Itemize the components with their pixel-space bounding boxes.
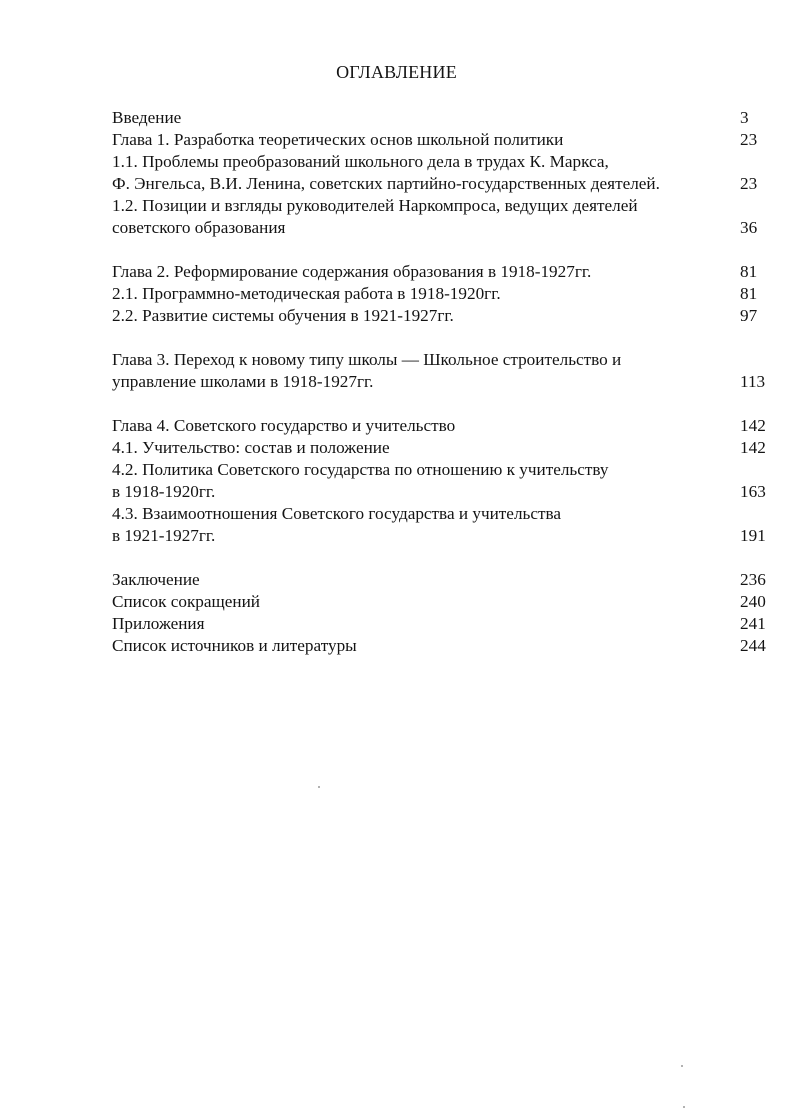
toc-entry [112, 569, 768, 591]
toc-entry-title: 2.1. Программно-методическая работа в 1918-1920гг. [112, 284, 501, 303]
toc-entry [112, 305, 768, 327]
toc-entry [112, 503, 768, 547]
toc-entry-title: 4.1. Учительство: состав и положение [112, 438, 390, 457]
toc-entry [112, 437, 768, 459]
toc-entry-page: 97 [740, 306, 758, 325]
page-title: ОГЛАВЛЕНИЕ [336, 62, 457, 82]
scan-speck [318, 786, 320, 788]
scan-speck [683, 1106, 685, 1108]
toc-entry [112, 151, 768, 195]
toc-entry [112, 613, 768, 635]
toc-entry-page: 142 [740, 438, 766, 457]
toc-entry [112, 591, 768, 613]
toc-group-chapter-1 [112, 107, 768, 239]
toc-group-chapter-2 [112, 261, 768, 327]
toc-entry [112, 129, 768, 151]
toc-entry-page: 240 [740, 592, 766, 611]
toc-entry [112, 107, 768, 129]
scan-speck [681, 1065, 683, 1067]
toc-entry-page: 81 [740, 284, 758, 303]
table-of-contents [112, 107, 768, 679]
toc-group-back-matter [112, 569, 768, 657]
toc-entry-page: 241 [740, 614, 766, 633]
toc-entry [112, 261, 768, 283]
toc-entry [112, 415, 768, 437]
toc-group-chapter-3 [112, 349, 768, 393]
toc-entry [112, 349, 768, 393]
toc-group-chapter-4 [112, 415, 768, 547]
toc-entry [112, 283, 768, 305]
toc-entry-page: 191 [740, 526, 766, 545]
toc-entry [112, 195, 768, 239]
toc-entry-page: 236 [740, 570, 766, 589]
toc-entry-page: 3 [740, 108, 749, 127]
toc-entry-page: 163 [740, 482, 766, 501]
toc-entry [112, 459, 768, 503]
toc-entry-title: 4.3. Взаимоотношения Советского государства и учительства в 1921-1927гг. [112, 504, 562, 545]
toc-entry-title: 1.2. Позиции и взгляды руководителей Наркомпроса, ведущих деятелей советского образования [112, 196, 638, 237]
toc-entry-title: 1.1. Проблемы преобразований школьного дела в трудах К. Маркса, Ф. Энгельса, В.И. Ленина, советских партийно-государственных деятелей. [112, 152, 660, 193]
toc-entry-title: Глава 3. Переход к новому типу школы — Школьное строительство и управление школами в 1918-1927гг. [112, 350, 622, 391]
toc-entry [112, 635, 768, 657]
toc-entry-page: 113 [740, 372, 766, 391]
toc-entry-title: Глава 2. Реформирование содержания образования в 1918-1927гг. [112, 262, 592, 281]
toc-entry-title: 2.2. Развитие системы обучения в 1921-1927гг. [112, 306, 454, 325]
toc-entry-title: Глава 1. Разработка теоретических основ школьной политики [112, 130, 564, 149]
toc-entry-title: Список источников и литературы [112, 636, 357, 655]
toc-entry-page: 23 [740, 130, 758, 149]
toc-entry-title: Введение [112, 108, 182, 127]
toc-entry-page: 23 [740, 174, 758, 193]
toc-entry-page: 36 [740, 218, 758, 237]
toc-entry-title: Заключение [112, 570, 200, 589]
toc-entry-title: Приложения [112, 614, 205, 633]
toc-entry-page: 81 [740, 262, 758, 281]
toc-entry-title: 4.2. Политика Советского государства по отношению к учительству в 1918-1920гг. [112, 460, 609, 501]
toc-entry-page: 142 [740, 416, 766, 435]
toc-entry-page: 244 [740, 636, 766, 655]
toc-entry-title: Список сокращений [112, 592, 260, 611]
toc-entry-title: Глава 4. Советского государство и учительство [112, 416, 456, 435]
